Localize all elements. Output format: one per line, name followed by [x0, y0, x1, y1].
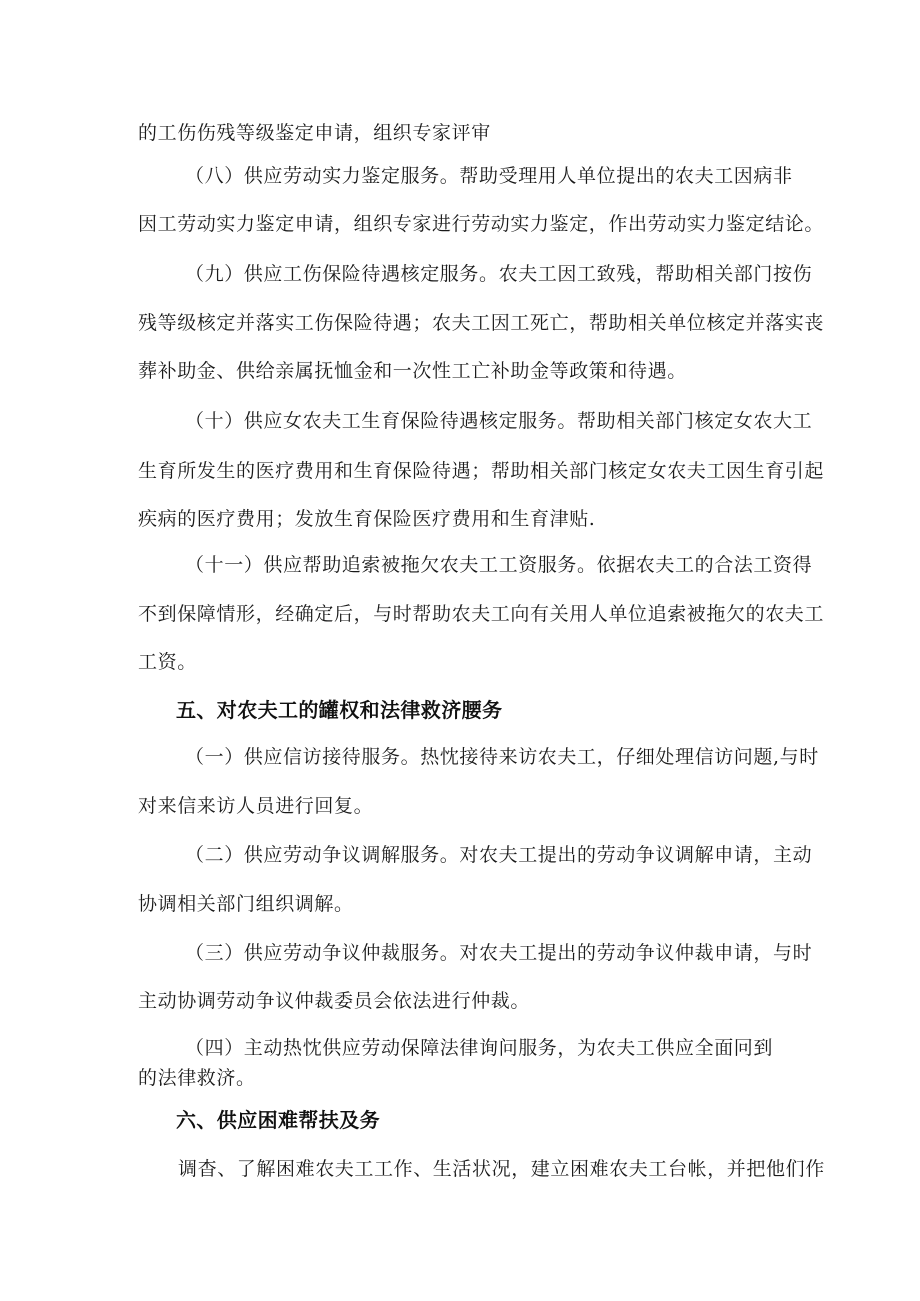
text-line: （九）供应工伤保险待遇核定服务。农夫工因工致残，帮助相关部门按伤 [185, 263, 813, 285]
text-line: （三）供应劳动争议仲裁服务。对农夫工提出的劳动争议仲裁申请，与时 [185, 942, 813, 964]
section-heading: 五、对农夫工的罐权和法律救济腰务 [176, 698, 503, 722]
text-line: （二）供应劳动争议调解服务。对农夫工提出的劳动争议调解申请，主动 [185, 844, 813, 866]
text-line: 因工劳动实力鉴定申请，组织专家进行劳动实力鉴定，作出劳动实力鉴定结论。 [138, 213, 825, 235]
text-line: 主动协调劳动争议仲裁委员会依法进行仲裁。 [138, 990, 531, 1012]
text-line: 疾病的医疗费用；发放生育保险医疗费用和生育津贴. [138, 508, 596, 530]
text-line: 的法律救济。 [138, 1067, 256, 1089]
text-line: （十）供应女农夫工生育保险待遇核定服务。帮助相关部门核定女农大工 [185, 410, 813, 432]
text-line: （八）供应劳动实力鉴定服务。帮助受理用人单位提出的农夫工因病非 [185, 165, 793, 187]
text-line: 的工伤伤残等级鉴定申请，组织专家评审 [138, 122, 491, 144]
text-line: 葬补助金、供给亲属抚恤金和一次性工亡补助金等政策和待遇。 [138, 360, 687, 382]
text-line: 协调相关部门组织调解。 [138, 893, 354, 915]
text-line: 工资。 [138, 651, 197, 673]
text-line: 对来信来访人员进行回复。 [138, 795, 374, 817]
text-line: （十一）供应帮助追索被拖欠农夫工工资服务。依据农夫工的合法工资得 [185, 554, 813, 576]
text-line: 不到保障情形，经确定后，与时帮助农夫工向有关用人单位追索被拖欠的农夫工 [138, 603, 825, 625]
section-heading: 六、供应困难帮扶及务 [176, 1108, 380, 1132]
text-line: （四）主动热忱供应劳动保障法律询问服务，为农夫工供应全面冋到 [185, 1037, 774, 1059]
text-line: 生育所发生的医疗费用和生育保险待遇；帮助相关部门核定女农夫工因生育引起 [138, 460, 825, 482]
text-line: （一）供应信访接待服务。热忱接待来访农夫工，仔细处理信访问题,与时 [185, 746, 819, 768]
text-line: 残等级核定并落实工伤保险待遇；农夫工因工死亡，帮助相关单位核定并落实丧 [138, 312, 825, 334]
text-line: 调杳、了解困难农夫工工作、生活状况，建立困难农夫工台帐，并把他们作 [178, 1158, 825, 1180]
